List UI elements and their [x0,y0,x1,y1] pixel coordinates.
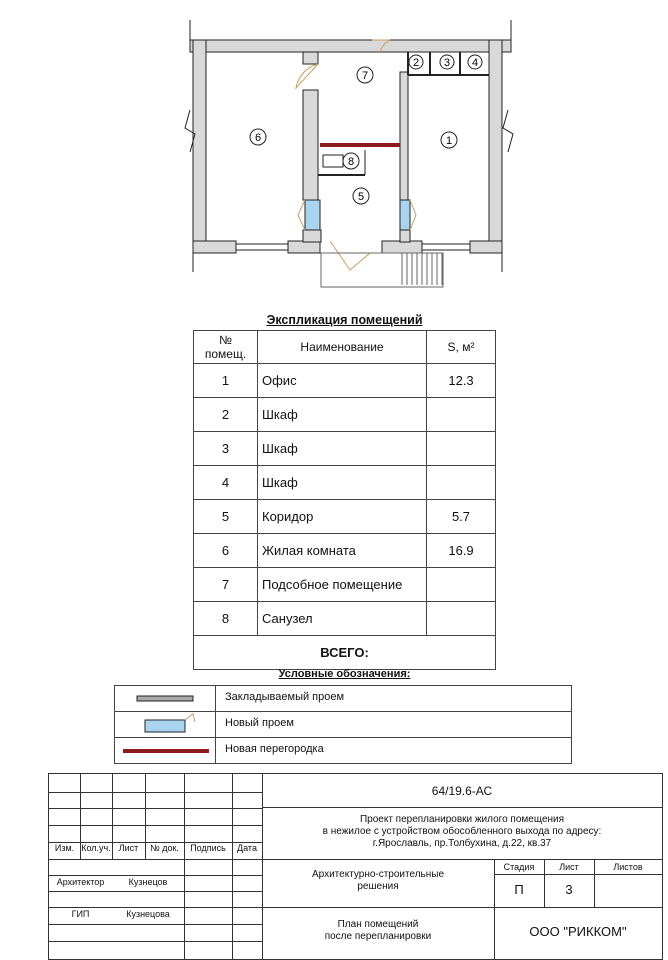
new-partition [320,143,400,147]
cell-name: Шкаф [258,466,427,500]
project-line: Проект перепланировки жилого помещения [359,814,565,825]
legend-label: Новый проем [225,717,294,729]
project-line: в нежилое с устройством обособленного выхода по адресу: [322,826,602,837]
door-arc-bottom [330,241,370,270]
cell-area: 5.7 [427,500,496,534]
wall-right [489,40,502,253]
cell-area [427,568,496,602]
wall-top [190,40,511,52]
col-header: № док. [150,843,179,853]
cell-area [427,466,496,500]
cell-num: 4 [194,466,258,500]
role-architect: Архитектор [56,877,105,887]
sheet-title [262,919,494,943]
project-line: г.Ярославль, пр.Толбухина, д.22, кв.37 [372,838,552,849]
cell-num: 1 [194,364,258,398]
table-row [194,534,496,568]
stage-value: П [514,882,524,897]
header-name: Наименование [258,331,427,364]
legend-label: Новая перегородка [225,743,324,755]
section-line: решения [357,881,399,892]
legend-title: Условные обозначения: [278,668,411,680]
table-row [194,568,496,602]
room-number: 3 [443,57,451,69]
new-opening-symbol [115,712,216,737]
col-header: Дата [237,843,257,853]
wall-corridor-left [303,230,321,242]
sheet-title-line: после перепланировки [324,931,432,942]
wall-bottom-left [193,241,236,253]
header-area: S, м² [427,331,496,364]
cell-area [427,398,496,432]
room-number: 7 [361,70,369,82]
col-header: Изм. [54,843,75,853]
room-number: 8 [347,156,355,168]
window-bottom-left [236,244,288,250]
floor-plan [0,0,668,300]
explication-title: Экспликация помещений [266,313,423,327]
project-description [262,814,662,850]
cell-area [427,602,496,636]
cell-name: Подсобное помещение [258,568,427,602]
window-bottom-right [422,244,470,250]
wall-interior-top-left [303,52,318,64]
role-gip: ГИП [71,909,90,919]
cell-num: 3 [194,432,258,466]
sheet-value: 3 [565,882,573,897]
table-row [194,466,496,500]
room-number: 2 [412,57,420,69]
blocked-opening-symbol [115,686,216,711]
wall-interior-left [303,90,318,200]
sheet-header: Лист [559,862,579,872]
door-arc-right [410,200,416,230]
entrance-porch [321,253,443,287]
col-header: Лист [118,843,139,853]
cell-name: Коридор [258,500,427,534]
table-row [194,432,496,466]
new-opening-right [400,200,410,230]
wall-left [193,40,206,253]
wall-interior-right [400,72,408,202]
table-row [194,500,496,534]
cell-area [427,432,496,466]
toilet-icon [323,155,343,167]
sheets-header: Листов [613,862,643,872]
project-code: 64/19.6-АС [431,784,493,798]
table-row [194,398,496,432]
legend-row [115,738,571,763]
total-label: ВСЕГО: [194,636,496,670]
name-architect: Кузнецов [128,877,168,887]
sheet-title-line: План помещений [337,919,419,930]
wall-corridor-right [400,230,410,242]
legend-row [115,712,571,738]
cell-name: Офис [258,364,427,398]
cell-num: 8 [194,602,258,636]
col-header: Кол.уч. [81,843,111,853]
title-block [48,773,663,960]
room-number: 4 [471,57,479,69]
wall-bottom-mid-right [382,241,422,253]
cell-num: 5 [194,500,258,534]
cell-num: 2 [194,398,258,432]
cell-num: 6 [194,534,258,568]
table-row [194,364,496,398]
name-gip: Кузнецова [126,909,170,919]
wall-bottom-mid-left [288,241,320,253]
cell-name: Шкаф [258,432,427,466]
wall-bottom-right [470,241,502,253]
cell-name: Санузел [258,602,427,636]
header-num: № помещ. [194,331,258,364]
legend-row [115,686,571,712]
new-opening-left [305,200,320,230]
cell-area: 16.9 [427,534,496,568]
cell-num: 7 [194,568,258,602]
room-number: 1 [445,135,453,147]
cell-name: Шкаф [258,398,427,432]
stage-header: Стадия [503,862,535,872]
entrance-steps [402,253,442,285]
room-number: 5 [357,191,365,203]
table-row [194,602,496,636]
section-line: Архитектурно-строительные [311,869,445,880]
room-number: 6 [254,132,262,144]
explication-table [193,330,496,670]
door-arc-top [296,64,318,88]
col-header: Подпись [190,843,226,853]
new-partition-symbol [115,738,216,763]
company-name: ООО "РИККОМ" [529,924,627,939]
section-title [262,869,494,893]
legend-table [114,685,572,764]
cell-area: 12.3 [427,364,496,398]
cell-name: Жилая комната [258,534,427,568]
legend-label: Закладываемый проем [225,691,345,703]
door-arc-left [298,200,305,230]
